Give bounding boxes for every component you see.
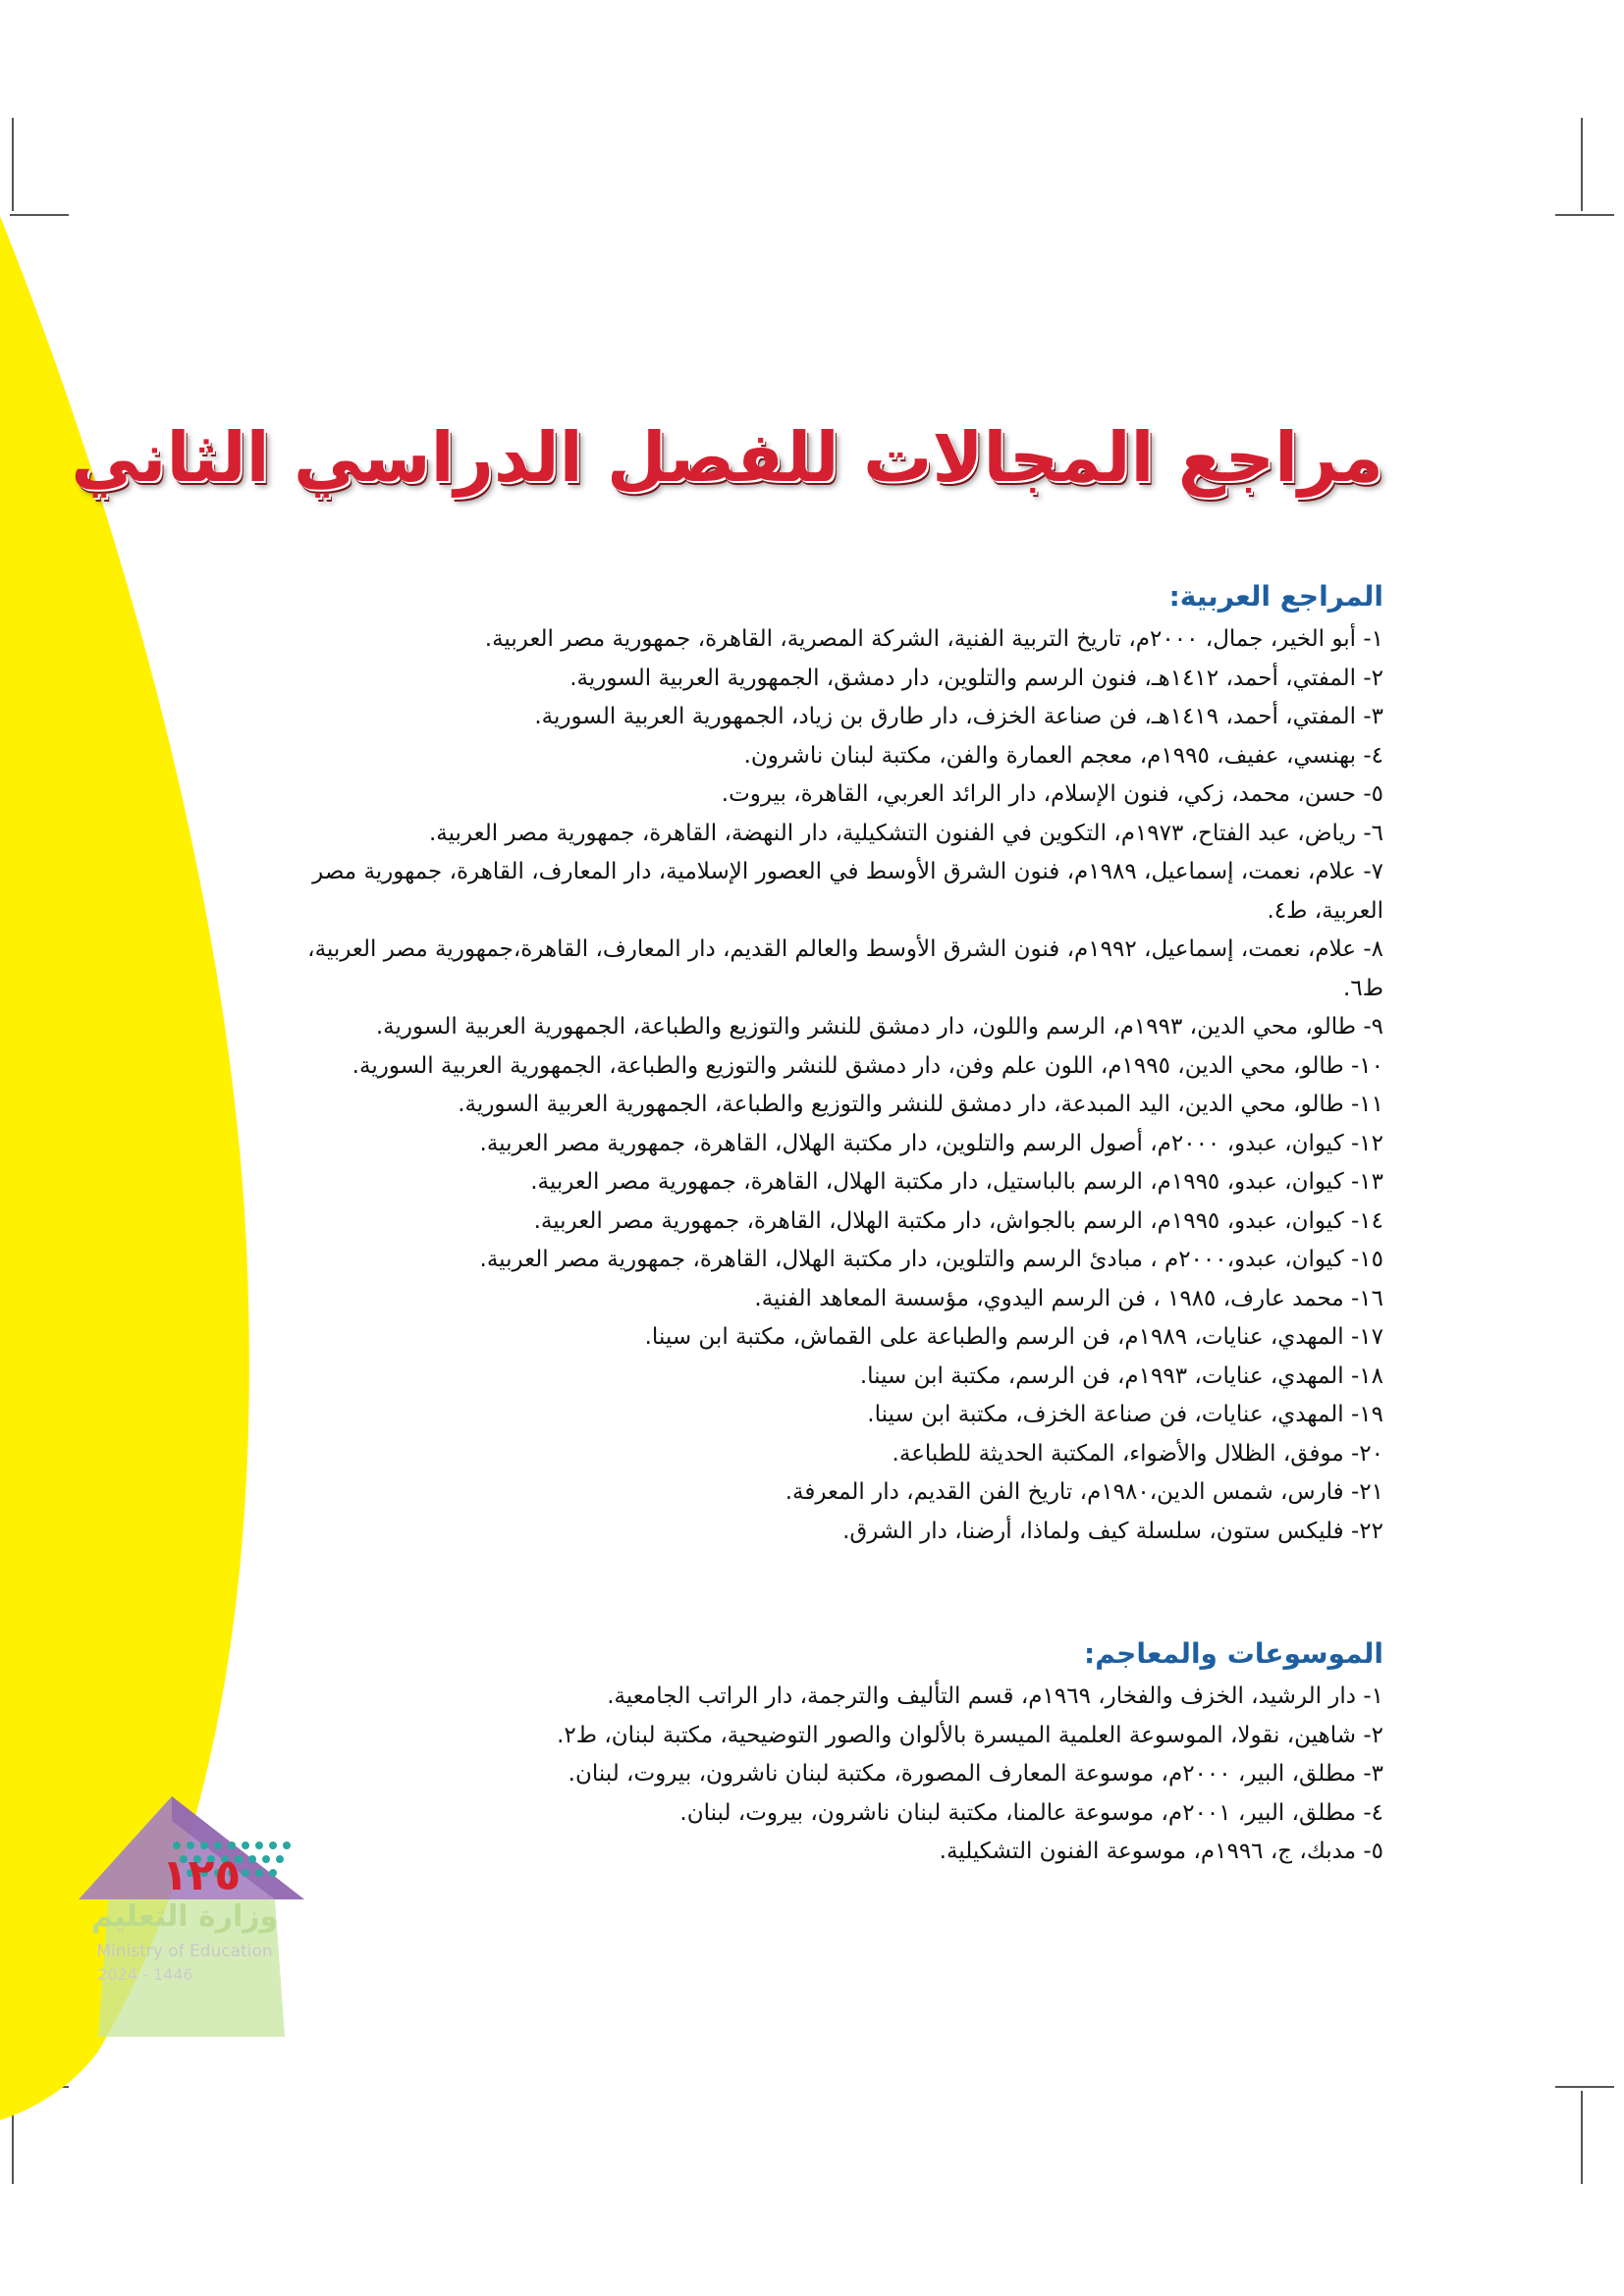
reference-item: ١٨- المهدي، عنايات، ١٩٩٣م، فن الرسم، مكتبة ابن سينا. [859, 1362, 1383, 1389]
reference-item: ٢٢- فليكس ستون، سلسلة كيف ولماذا، أرضنا، دار الشرق. [842, 1518, 1383, 1544]
crop-mark-bottom-right [1581, 2091, 1583, 2184]
reference-item: ٢١- فارس، شمس الدين،١٩٨٠م، تاريخ الفن القديم، دار المعرفة. [785, 1479, 1383, 1505]
reference-item: ٣- المفتي، أحمد، ١٤١٩هـ، فن صناعة الخزف، دار طارق بن زياد، الجمهورية العربية السورية. [534, 704, 1383, 729]
reference-item: ٥- مدبك، ج، ١٩٩٦م، موسوعة الفنون التشكيلية. [939, 1839, 1383, 1864]
crop-mark-bottom-right-h [1555, 2086, 1614, 2088]
reference-item: ١٩- المهدي، عنايات، فن صناعة الخزف، مكتبة ابن سينا. [867, 1402, 1383, 1427]
reference-item: ١١- طالو، محي الدين، اليد المبدعة، دار دمشق للنشر والتوزيع والطباعة، الجمهورية العربية السورية. [458, 1092, 1383, 1117]
encyclopedias-section [264, 1634, 1383, 1872]
crop-mark-top-right [1581, 118, 1583, 211]
reference-item: ٨- علام، نعمت، إسماعيل، ١٩٩٢م، فنون الشرق الأوسط والعالم القديم، دار المعارف، القاهرة،جمهورية مصر العربية، ط٦. [307, 936, 1383, 1001]
reference-item: ١٤- كيوان، عبدو، ١٩٩٥م، الرسم بالجواش، دار مكتبة الهلال، القاهرة، جمهورية مصر العربية. [533, 1207, 1383, 1234]
arabic-references-section [264, 577, 1383, 1551]
reference-item: ١٧- المهدي، عنايات، ١٩٨٩م، فن الرسم والطباعة على القماش، مكتبة ابن سينا. [644, 1324, 1383, 1350]
reference-item: ٦- رياض، عبد الفتاح، ١٩٧٣م، التكوين في الفنون التشكيلية، دار النهضة، القاهرة، جمهورية مصر العربية. [428, 820, 1383, 846]
reference-item: ١٥- كيوان، عبدو،٢٠٠٠م ، مبادئ الرسم والتلوين، دار مكتبة الهلال، القاهرة، جمهورية مصر العربية. [479, 1247, 1383, 1272]
reference-item: ٩- طالو، محي الدين، ١٩٩٣م، الرسم واللون، دار دمشق للنشر والتوزيع والطباعة، الجمهورية العربية السورية. [375, 1014, 1383, 1040]
reference-item: ١- دار الرشيد، الخزف والفخار، ١٩٦٩م، قسم التأليف والترجمة، دار الراتب الجامعية. [607, 1683, 1383, 1709]
section-heading-encyclopedias: الموسوعات والمعاجم: [1084, 1637, 1383, 1670]
reference-item: ٢- المفتي، أحمد، ١٤١٢هـ، فنون الرسم والتلوين، دار دمشق، الجمهورية العربية السورية. [569, 665, 1383, 691]
reference-item: ٤- مطلق، البير، ٢٠٠١م، موسوعة عالمنا، مكتبة لبنان ناشرون، بيروت، لبنان. [679, 1799, 1383, 1826]
reference-item: ٢- شاهين، نقولا، الموسوعة العلمية الميسرة بالألوان والصور التوضيحية، مكتبة لبنان، ط٢. [557, 1722, 1383, 1748]
reference-item: ٢٠- موفق، الظلال والأضواء، المكتبة الحديثة للطباعة. [892, 1440, 1383, 1467]
page-number: ١٢٥ [161, 1850, 242, 1900]
reference-item: ١- أبو الخير، جمال، ٢٠٠٠م، تاريخ التربية الفنية، الشركة المصرية، القاهرة، جمهورية مصر العربية. [484, 626, 1383, 652]
ministry-name-arabic: وزارة التعليم [90, 1899, 279, 1934]
ministry-name-english: Ministry of Education [96, 1942, 273, 1961]
page-title: مراجع المجالات للفصل الدراسي الثاني [71, 417, 1383, 498]
reference-item: ٧- علام، نعمت، إسماعيل، ١٩٨٩م، فنون الشرق الأوسط في العصور الإسلامية، دار المعارف، القاهرة، جمهورية مصر العربية، ط٤. [312, 859, 1383, 924]
reference-item: ١٢- كيوان، عبدو، ٢٠٠٠م، أصول الرسم والتلوين، دار مكتبة الهلال، القاهرة، جمهورية مصر العربية. [479, 1130, 1383, 1156]
ministry-year: 2024 - 1446 [97, 1965, 193, 1984]
section-heading-arabic-references: المراجع العربية: [1168, 580, 1383, 613]
reference-item: ١٦- محمد عارف، ١٩٨٥ ، فن الرسم اليدوي، مؤسسة المعاهد الفنية. [754, 1285, 1383, 1311]
reference-item: ٣- مطلق، البير، ٢٠٠٠م، موسوعة المعارف المصورة، مكتبة لبنان ناشرون، بيروت، لبنان. [568, 1761, 1383, 1787]
encyclopedias-list [264, 1678, 1383, 1872]
reference-item: ٤- بهنسي، عفيف، ١٩٩٥م، معجم العمارة والفن، مكتبة لبنان ناشرون. [743, 742, 1383, 769]
reference-item: ١٣- كيوان، عبدو، ١٩٩٥م، الرسم بالباستيل، دار مكتبة الهلال، القاهرة، جمهورية مصر العربية. [530, 1169, 1383, 1195]
reference-item: ١٠- طالو، محي الدين، ١٩٩٥م، اللون علم وفن، دار دمشق للنشر والتوزيع والطباعة، الجمهورية العربية السورية. [352, 1052, 1383, 1079]
reference-item: ٥- حسن، محمد، زكي، فنون الإسلام، دار الرائد العربي، القاهرة، بيروت. [721, 781, 1383, 807]
arabic-references-list [264, 620, 1383, 1551]
crop-mark-top-right-h [1555, 214, 1614, 216]
